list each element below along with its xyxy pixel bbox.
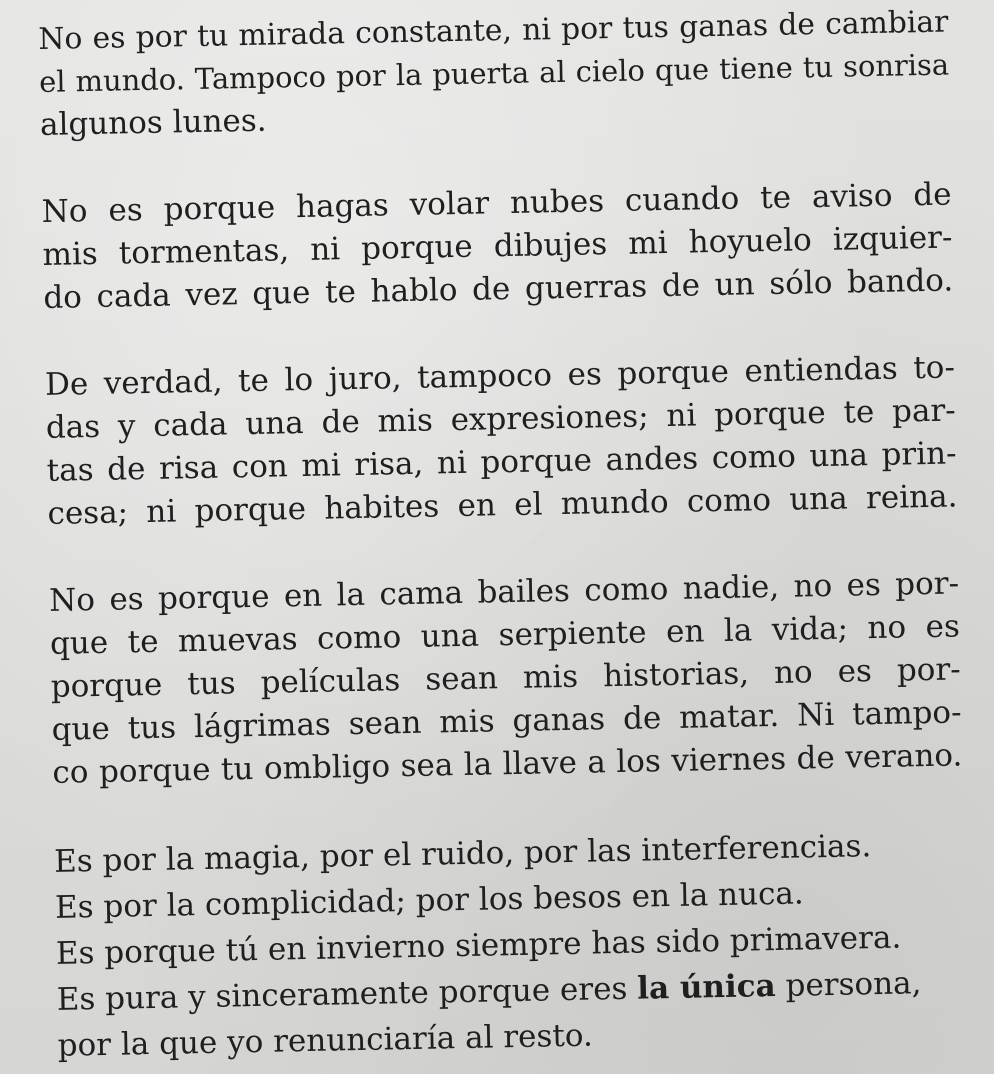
- paragraph-2: [41, 173, 953, 319]
- text-line: co porque tu ombligo sea la llave a los viernes de verano.: [52, 737, 963, 791]
- closing-line: Es porque tú en invierno siempre has sido primavera.: [55, 919, 902, 972]
- text-line: No es porque en la cama bailes como nadie, no es por-: [48, 565, 960, 619]
- text-line: el mundo. Tampoco por la puerta al cielo que tiene tu sonrisa: [38, 47, 950, 99]
- closing-line-text: persona,: [775, 965, 922, 1005]
- closing-line: Es por la magia, por el ruido, por las interferencias.: [53, 828, 872, 880]
- text-line: das y cada una de mis expresiones; ni porque te par-: [45, 392, 957, 446]
- text-line: que tus lágrimas sean mis ganas de matar. Ni tampo-: [51, 694, 962, 748]
- text-line: No es porque hagas volar nubes cuando te aviso de: [41, 176, 952, 230]
- text-line: cesa; ni porque habites en el mundo como una reina.: [47, 478, 958, 532]
- text-line: De verdad, te lo juro, tampoco es porque entiendas to-: [44, 349, 956, 403]
- closing-paragraph: [54, 821, 968, 1068]
- closing-line-text: Es pura y sinceramente porque eres: [56, 970, 638, 1018]
- text-line: porque tus películas sean mis historias, no es por-: [50, 651, 962, 705]
- text-line: tas de risa con mi risa, ni porque andes como una prin-: [46, 435, 957, 489]
- page-text: [38, 1, 969, 1074]
- text-line: do cada vez que te hablo de guerras de un sólo bando.: [43, 262, 954, 316]
- text-line: No es por tu mirada constante, ni por tus ganas de cambiar: [38, 4, 949, 57]
- emphasis-text: la única: [636, 968, 777, 1007]
- closing-line: Es por la complicidad; por los besos en la nuca.: [54, 875, 805, 926]
- text-line: que te muevas como una serpiente en la vida; no es: [49, 608, 961, 662]
- text-line: mis tormentas, ni porque dibujes mi hoyuelo izquier-: [42, 219, 953, 273]
- closing-line: por la que yo renunciaría al resto.: [57, 1017, 594, 1064]
- paragraph-1: [38, 1, 950, 147]
- paragraph-3: [45, 346, 958, 535]
- paragraph-4: [49, 562, 963, 794]
- text-line: algunos lunes.: [39, 102, 267, 143]
